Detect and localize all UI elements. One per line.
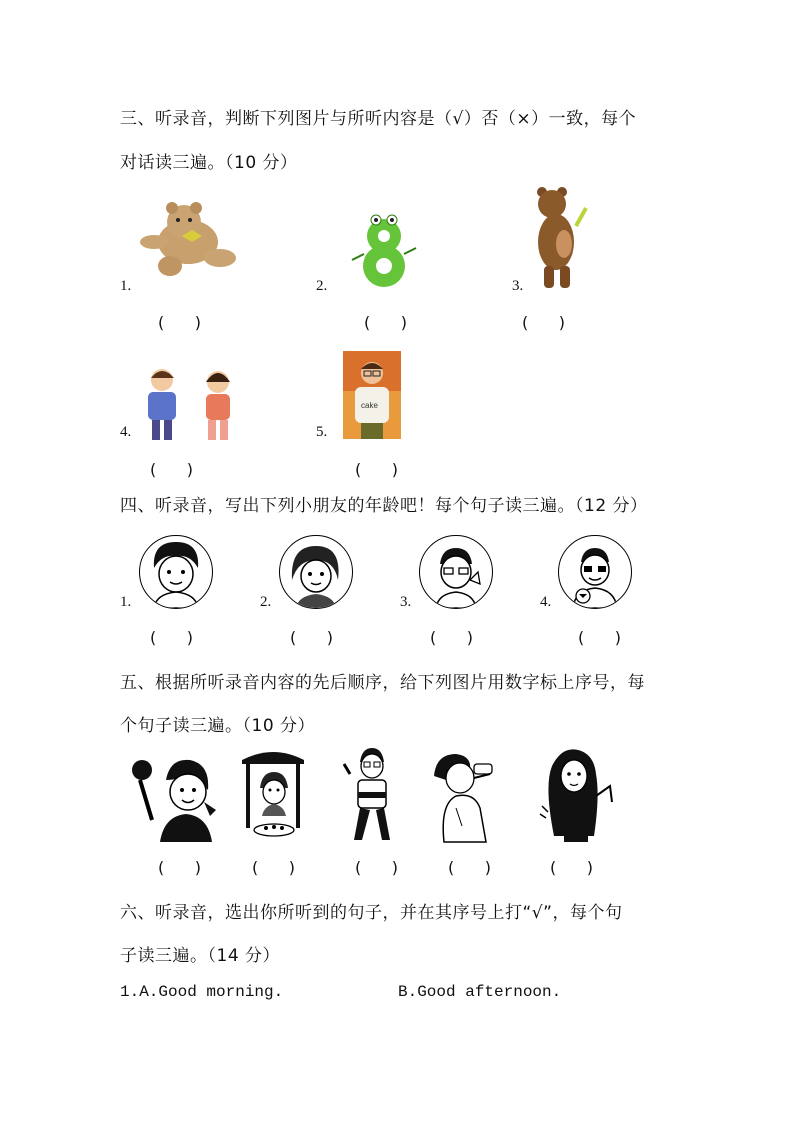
number-eight-picture [346,210,422,290]
boy-drinking-picture [430,748,510,844]
item-number: 2. [316,278,328,294]
item-number: 1. [120,594,132,610]
item-number: 2. [260,594,272,610]
answer-blank[interactable]: ( ) [448,858,491,877]
girl-at-window-picture [238,748,308,842]
section6-heading-line1: 六、听录音，选出你所听到的句子，并在其序号上打“√”，每个句 [120,903,623,923]
teddy-bear-picture [140,200,240,286]
item-number: 3. [512,278,524,294]
answer-blank[interactable]: ( ) [150,628,193,647]
item-number: 3. [400,594,412,610]
two-children-picture [140,366,242,442]
section5-heading-line2: 个句子读三遍。（10 分） [120,716,316,736]
answer-blank[interactable]: ( ) [290,628,333,647]
answer-blank[interactable]: ( ) [578,628,621,647]
answer-blank[interactable]: ( ) [252,858,295,877]
child-portrait-2 [279,535,353,609]
answer-blank[interactable]: ( ) [522,313,565,332]
answer-blank[interactable]: ( ) [158,858,201,877]
answer-blank[interactable]: ( ) [158,313,201,332]
answer-blank[interactable]: ( ) [355,858,398,877]
item-number: 5. [316,424,328,440]
section3-heading-line2: 对话读三遍。（10 分） [120,153,298,173]
brown-bear-picture [530,186,592,292]
item-number: 1. [120,278,132,294]
girl-long-hair-picture [538,746,618,844]
answer-blank[interactable]: ( ) [355,460,398,479]
girl-waving-picture [126,750,218,842]
option-1b[interactable]: B.Good afternoon. [398,983,562,1001]
child-portrait-3 [419,535,493,609]
answer-blank[interactable]: ( ) [364,313,407,332]
child-portrait-1 [139,535,213,609]
answer-blank[interactable]: ( ) [150,460,193,479]
sweater-text: cake [361,401,378,410]
section5-heading-line1: 五、根据所听录音内容的先后顺序，给下列图片用数字标上序号，每 [120,673,645,693]
section4-heading: 四、听录音，写出下列小朋友的年龄吧！每个句子读三遍。（12 分） [120,496,648,516]
answer-blank[interactable]: ( ) [550,858,593,877]
boy-with-glasses-picture [343,351,401,439]
answer-blank[interactable]: ( ) [430,628,473,647]
item-number: 4. [540,594,552,610]
option-1a[interactable]: 1.A.Good morning. [120,983,284,1001]
item-number: 4. [120,424,132,440]
section6-heading-line2: 子读三遍。（14 分） [120,946,281,966]
boy-standing-picture [340,746,400,844]
section3-heading-line1: 三、听录音，判断下列图片与所听内容是（√）否（×）一致，每个 [120,109,637,129]
child-portrait-4 [558,535,632,609]
